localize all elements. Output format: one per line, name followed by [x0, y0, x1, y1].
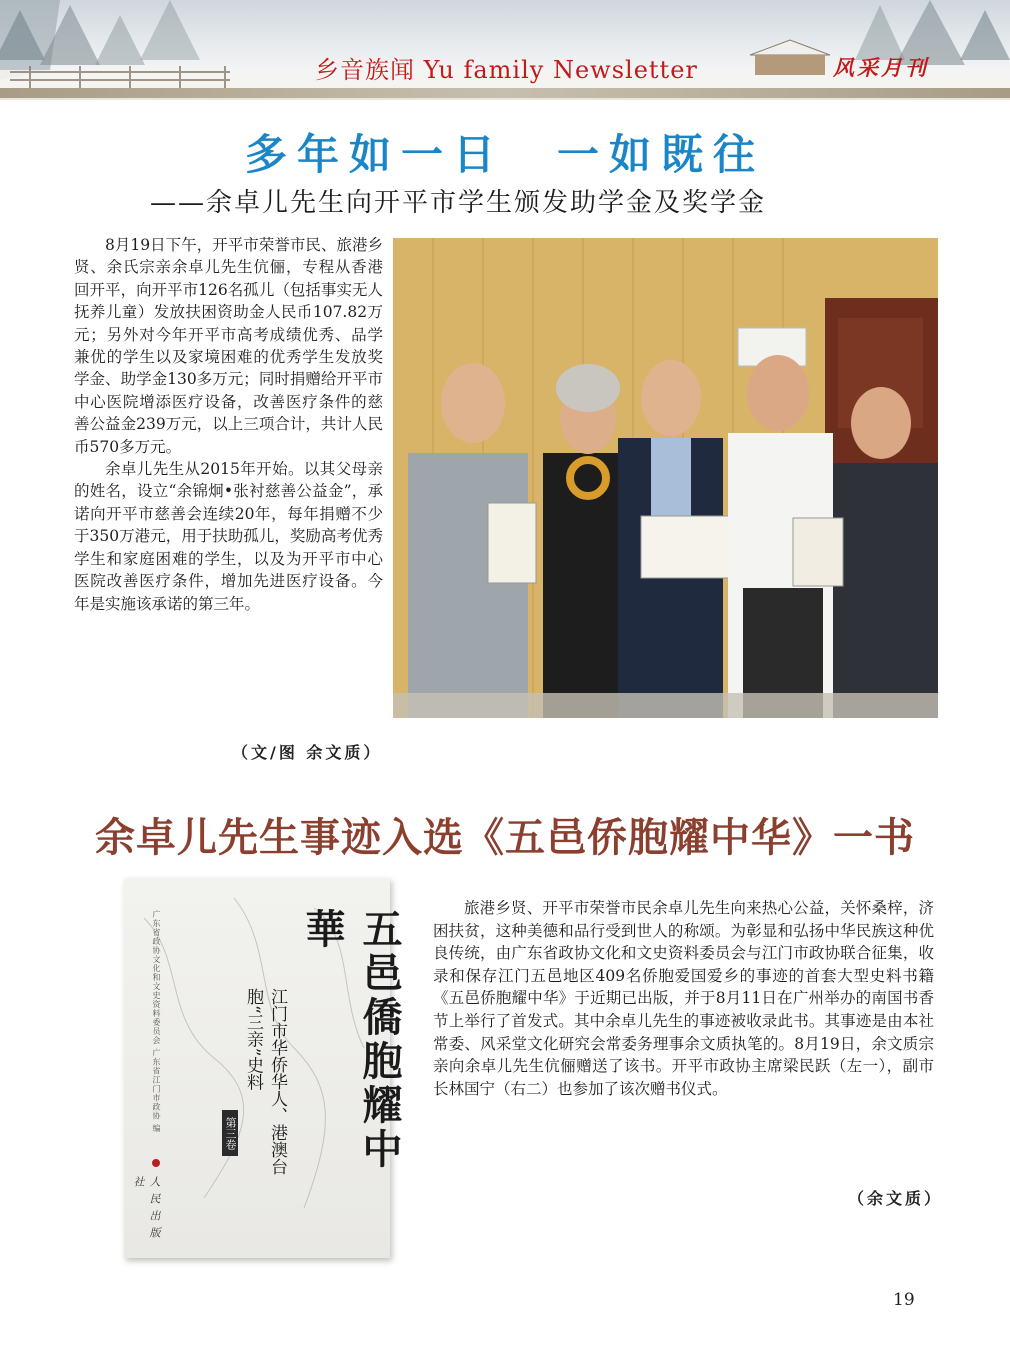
book-publisher: 人民出版社 — [132, 1176, 161, 1244]
banner-divider-strip — [0, 88, 1010, 98]
group-photo-illustration — [393, 238, 938, 718]
article2-body — [433, 897, 934, 1100]
article1-subtitle: ——余卓儿先生向开平市学生颁发助学金及奖学金 — [150, 188, 767, 218]
newsletter-title: 乡音族闻 Yu family Newsletter — [315, 56, 698, 84]
article1-credit: （文/图 余文质） — [232, 743, 383, 762]
article1-body — [74, 234, 383, 615]
article2-title: 余卓儿先生事迹入选《五邑侨胞耀中华》一书 — [95, 814, 915, 861]
book-cover — [124, 878, 403, 1258]
book-title: 五邑僑胞耀中華 — [299, 908, 403, 1172]
article1-paragraph: 余卓儿先生从2015年开始。以其父母亲的姓名，设立“余锦炯•张衬慈善公益金”，承诺向开平市慈善会连续20年，每年捐赠不少于350万港元，用于扶助孤儿，奖励高考优秀学生和家庭困难的学生，以及为开平市中心医院改善医疗条件，增加先进医疗设备。今年是实施该承诺的第三年。 — [74, 460, 383, 613]
book-volume: 第三卷 — [222, 1110, 238, 1156]
group-photo — [393, 238, 938, 718]
magazine-name: 风采月刊 — [833, 55, 929, 80]
article1-paragraph: 8月19日下午，开平市荣誉市民、旅港乡贤、余氏宗亲余卓儿先生伉俪，专程从香港回开平，向开平市126名孤儿（包括事实无人抚养儿童）发放扶困资助金人民币107.82万元；另外对今年开平市高考成绩优秀、品学兼优的学生以及家境困难的优秀学生发放奖学金、助学金130多万元；同时捐赠给开平市中心医院增添医疗设备，改善医疗条件的慈善公益金239万元，以上三项合计，共计人民币570多万元。 — [74, 236, 383, 456]
book-subtitle: 江门市华侨华人、港澳台胞“三亲”史料 — [243, 988, 287, 1175]
article1-title: 多年如一日 一如既往 — [244, 130, 765, 179]
header-banner — [0, 0, 1010, 100]
article2-credit: （余文质） — [848, 1189, 944, 1208]
publisher-mark-icon — [152, 1159, 160, 1167]
book-editors: 广东省政协文化和文史资料委员会 广东省江门市政协 编 — [152, 910, 161, 1134]
article2-paragraph: 旅港乡贤、开平市荣誉市民余卓儿先生向来热心公益，关怀桑梓，济困扶贫，这种美德和品行受到世人的称颂。为彰显和弘扬中华民族这种优良传统，由广东省政协文化和文史资料委员会与江门市政协联合征集，收录和保存江门五邑地区409名侨胞爱国爱乡的事迹的首套大型史料书籍《五邑侨胞耀中华》于近期已出版，并于8月11日在广州举办的南国书香节上举行了首发式。其中余卓儿先生的事迹被收录此书。其事迹是由本社常委、风采堂文化研究会常委务理事余文质执笔的。8月19日，余文质宗亲向余卓儿先生伉俪赠送了该书。开平市政协主席梁民跃（左一），副市长林国宁（右二）也参加了该次赠书仪式。 — [433, 899, 934, 1098]
page-number: 19 — [893, 1290, 915, 1310]
